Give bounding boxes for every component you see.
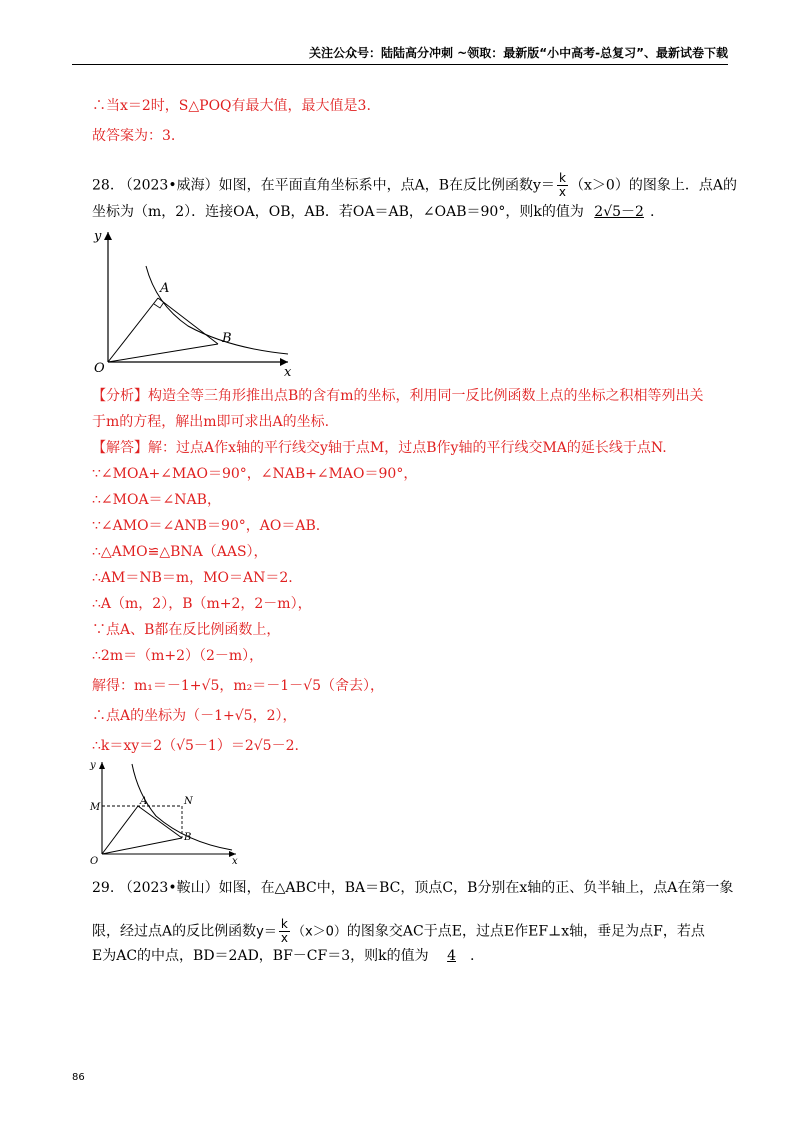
analysis-line-1: 【分析】构造全等三角形推出点B的含有m的坐标，利用同一反比例函数上点的坐标之积相等列出关 xyxy=(92,388,704,404)
solution-line-9: ∴2m＝（m+2）（2－m）， xyxy=(92,648,264,664)
solution-line-3: ∴∠MOA＝∠NAB， xyxy=(92,492,221,508)
solution-line-12: ∴k＝xy＝2（√5－1）＝2√5－2. xyxy=(92,738,299,754)
q29-period: . xyxy=(470,948,475,964)
segment-OB xyxy=(102,838,182,854)
segment-AB xyxy=(138,806,182,838)
label-B: B xyxy=(184,832,192,843)
prev-answer: 故答案为：3. xyxy=(92,128,176,144)
solution-line-7: ∴A（m，2），B（m+2，2－m）， xyxy=(92,596,312,612)
solution-line-1: 【解答】解：过点A作x轴的平行线交y轴于点M，过点B作y轴的平行线交MA的延长线于点N. xyxy=(92,440,667,456)
q28-figure-1 xyxy=(88,226,298,376)
label-O: O xyxy=(94,361,105,376)
segment-OB xyxy=(108,344,218,362)
q28-period: . xyxy=(649,204,655,220)
page-number: 86 xyxy=(72,1072,85,1083)
label-A: A xyxy=(160,281,170,296)
q29-answer: 4 xyxy=(447,948,456,964)
label-M: M xyxy=(90,802,101,813)
hyperbola-curve xyxy=(146,266,288,354)
q29-line3 xyxy=(92,946,474,966)
label-A: A xyxy=(140,796,148,807)
analysis-line-2: 于m的方程，解出m即可求出A的坐标. xyxy=(92,414,330,430)
label-B: B xyxy=(222,331,232,346)
header-divider xyxy=(72,64,728,65)
q29-fraction xyxy=(279,918,290,945)
label-N: N xyxy=(184,796,193,807)
q29-text-c: E为AC的中点，BD＝2AD，BF－CF＝3，则k的值为 xyxy=(92,948,429,964)
q29-func-cond: （x＞0） xyxy=(291,924,347,940)
label-y: y xyxy=(94,229,102,244)
y-axis-arrow xyxy=(104,232,112,240)
q29-text-a: 限，经过点A的反比例函数 xyxy=(92,923,257,940)
q28-line2 xyxy=(92,202,654,222)
q28-text-c: 坐标为（m，2）．连接OA，OB，AB．若OA＝AB，∠OAB＝90°，则k的值为 xyxy=(92,204,584,220)
q28-text-b: （x＞0）的图象上．点A的 xyxy=(570,177,737,194)
segment-OA xyxy=(108,298,158,362)
solution-line-8: ∵点A、B都在反比例函数上， xyxy=(92,622,281,638)
solution-line-6: ∴AM＝NB＝m，MO＝AN＝2. xyxy=(92,570,293,586)
q28-text-a: 28. （2023•威海）如图，在平面直角坐标系中，点A，B在反比例函数y＝ xyxy=(92,177,555,194)
solution-line-11: ∴点A的坐标为（－1+√5，2）， xyxy=(92,708,297,724)
label-O: O xyxy=(90,856,99,866)
solution-line-5: ∴△AMO≌△BNA（AAS）， xyxy=(92,544,268,560)
page-header: 关注公众号：陆陆高分冲刺 ~领取：最新版“小中高考-总复习”、最新试卷下载 xyxy=(309,46,728,60)
label-x: x xyxy=(232,856,238,866)
q28-frac-den: x xyxy=(558,185,567,199)
q28-frac-num: k xyxy=(557,172,568,186)
q29-frac-num: k xyxy=(279,918,290,932)
q29-func-y: y＝ xyxy=(256,924,277,940)
label-y: y xyxy=(90,760,96,771)
label-x: x xyxy=(284,365,292,376)
q29-frac-den: x xyxy=(280,931,288,945)
q29-text-b: 的图象交AC于点E，过点E作EF⊥x轴，垂足为点F，若点 xyxy=(346,923,705,940)
q28-answer: 2√5－2 xyxy=(594,204,644,220)
q28-line1 xyxy=(92,172,737,199)
q29-line2 xyxy=(92,918,705,945)
right-angle-mark xyxy=(154,302,164,308)
q28-figure-2 xyxy=(86,758,246,866)
solution-line-10: 解得：m₁＝－1+√5，m₂＝－1－√5（舍去）， xyxy=(92,678,384,694)
solution-line-2: ∵∠MOA+∠MAO＝90°，∠NAB+∠MAO＝90°， xyxy=(92,466,418,482)
prev-conclusion: ∴当x＝2时，S△POQ有最大值，最大值是3. xyxy=(92,98,371,114)
solution-line-4: ∵∠AMO＝∠ANB＝90°，AO＝AB. xyxy=(92,518,321,534)
q28-fraction xyxy=(557,172,568,199)
q29-line1: 29. （2023•鞍山）如图，在△ABC中，BA＝BC，顶点C，B分别在x轴的正、负半轴上，点A在第一象 xyxy=(92,880,734,896)
segment-AB xyxy=(158,298,218,344)
y-axis-arrow xyxy=(99,762,105,769)
segment-OA xyxy=(102,806,138,854)
